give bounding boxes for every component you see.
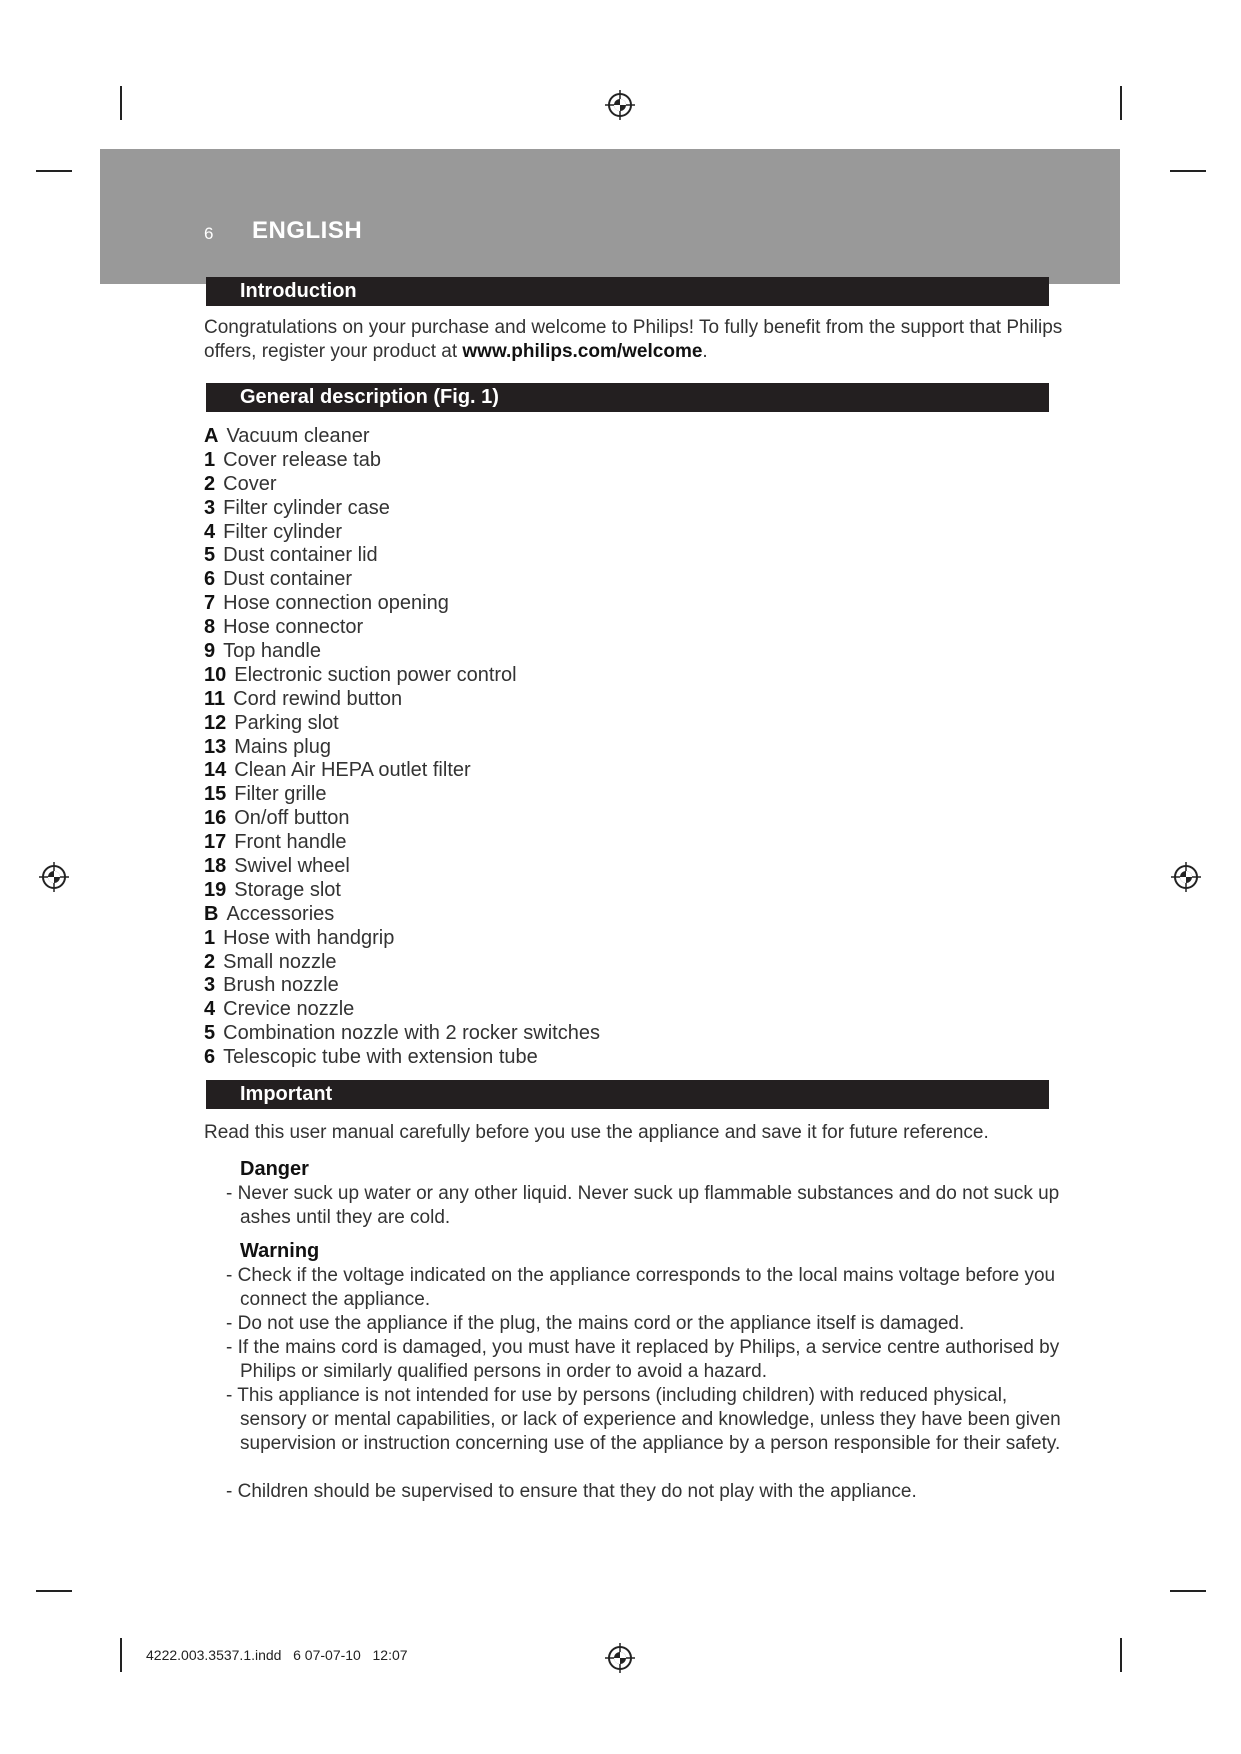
introduction-text: Congratulations on your purchase and welcome to Philips! To fully benefit from the support that Philips offers, register your product at [204, 317, 1063, 362]
important-intro: Read this user manual carefully before you use the appliance and save it for future reference. [204, 1122, 989, 1143]
item-label: Filter cylinder case [223, 496, 390, 519]
list-item [204, 592, 600, 616]
list-item [204, 712, 600, 736]
list-item [204, 974, 600, 998]
list-item [204, 425, 600, 449]
item-number: 3 [204, 496, 216, 519]
list-item [204, 998, 600, 1022]
item-number: 5 [204, 544, 216, 567]
crop-mark-bottom-right [1120, 1638, 1122, 1672]
crop-mark-bottom-left [120, 1638, 122, 1672]
section-heading-important: Important [206, 1080, 1049, 1109]
philips-welcome-url: www.philips.com/welcome [462, 341, 703, 362]
registration-mark-icon [1171, 862, 1201, 892]
registration-mark-icon [39, 862, 69, 892]
item-label: Telescopic tube with extension tube [223, 1046, 538, 1069]
warning-item: - Check if the voltage indicated on the appliance corresponds to the local mains voltage before you connect the appliance. [226, 1265, 1056, 1310]
warning-heading: Warning [240, 1240, 320, 1262]
list-item [204, 521, 600, 545]
item-number: 5 [204, 1022, 216, 1045]
item-number: 4 [204, 998, 216, 1021]
item-number: 12 [204, 711, 227, 734]
item-label: Brush nozzle [223, 974, 339, 997]
list-item [204, 449, 600, 473]
item-label: Combination nozzle with 2 rocker switches [223, 1022, 600, 1045]
item-label: Small nozzle [223, 950, 337, 973]
item-label: Parking slot [234, 711, 339, 734]
list-item [204, 951, 600, 975]
item-label: Swivel wheel [234, 855, 350, 878]
item-number: 9 [204, 640, 216, 663]
item-number: 1 [204, 926, 216, 949]
language-heading: ENGLISH [252, 217, 363, 244]
item-number: 7 [204, 592, 216, 615]
item-label: Dust container lid [223, 544, 378, 567]
list-item [204, 568, 600, 592]
item-label: Clean Air HEPA outlet filter [234, 759, 471, 782]
crop-mark-top-left [120, 86, 122, 120]
crop-mark-top-right [1120, 86, 1122, 120]
item-number: 14 [204, 759, 227, 782]
section-heading-general-description: General description (Fig. 1) [206, 383, 1049, 412]
list-item [204, 664, 600, 688]
list-item [204, 807, 600, 831]
item-number: B [204, 902, 219, 925]
list-item [204, 640, 600, 664]
crop-mark-right-bottom [1170, 1590, 1206, 1592]
introduction-paragraph [204, 316, 1064, 364]
footer-file-info: 4222.003.3537.1.indd 6 07-07-10 12:07 [146, 1647, 408, 1663]
item-number: 19 [204, 878, 227, 901]
item-label: Mains plug [234, 735, 331, 758]
item-label: Cord rewind button [233, 687, 403, 710]
item-number: 18 [204, 855, 227, 878]
parts-list [204, 425, 600, 1070]
danger-item: - Never suck up water or any other liquid. Never suck up flammable substances and do not suck up ashes until they are cold. [226, 1183, 1060, 1228]
item-label: Storage slot [234, 878, 341, 901]
registration-mark-icon [605, 90, 635, 120]
crop-mark-left-bottom [36, 1590, 72, 1592]
danger-heading: Danger [240, 1158, 309, 1180]
item-number: 16 [204, 807, 227, 830]
item-label: Cover release tab [223, 448, 381, 471]
list-item [204, 544, 600, 568]
list-item [204, 879, 600, 903]
list-item [204, 783, 600, 807]
list-item [204, 855, 600, 879]
list-item [204, 616, 600, 640]
list-item [204, 736, 600, 760]
item-label: Hose connector [223, 616, 364, 639]
warning-item: - If the mains cord is damaged, you must have it replaced by Philips, a service centre authorised by Philips or similarly qualified persons in order to avoid a hazard. [226, 1337, 1060, 1382]
item-label: Dust container [223, 568, 353, 591]
item-label: Vacuum cleaner [226, 425, 370, 447]
registration-mark-icon [605, 1643, 635, 1673]
list-item [204, 688, 600, 712]
item-number: 6 [204, 568, 216, 591]
item-number: A [204, 425, 219, 447]
item-number: 2 [204, 472, 216, 495]
section-heading-introduction: Introduction [206, 277, 1049, 306]
crop-mark-left-top [36, 170, 72, 172]
item-label: Cover [223, 472, 277, 495]
warning-item: - Children should be supervised to ensure that they do not play with the appliance. [226, 1481, 917, 1502]
item-number: 2 [204, 950, 216, 973]
item-number: 15 [204, 783, 227, 806]
item-label: Electronic suction power control [234, 663, 517, 686]
list-item [204, 759, 600, 783]
list-item [204, 1022, 600, 1046]
item-label: Crevice nozzle [223, 998, 355, 1021]
item-label: Front handle [234, 831, 347, 854]
item-label: Hose connection opening [223, 592, 449, 615]
item-label: Top handle [223, 640, 321, 663]
list-item [204, 473, 600, 497]
item-number: 6 [204, 1046, 216, 1069]
crop-mark-right-top [1170, 170, 1206, 172]
introduction-text-end: . [702, 341, 708, 362]
item-number: 4 [204, 520, 216, 543]
list-item [204, 497, 600, 521]
item-number: 13 [204, 735, 227, 758]
warning-item: - This appliance is not intended for use by persons (including children) with reduced physical, sensory or mental capabilities, or lack of experience and knowledge, unless they have been given supervision or instruction concerning use of the appliance by a person responsible for their safety. [226, 1385, 1061, 1454]
item-number: 10 [204, 663, 227, 686]
item-number: 1 [204, 448, 216, 471]
item-label: Hose with handgrip [223, 926, 395, 949]
list-item [204, 903, 600, 927]
item-number: 17 [204, 831, 227, 854]
item-label: Accessories [226, 902, 335, 925]
item-number: 8 [204, 616, 216, 639]
list-item [204, 927, 600, 951]
page-number: 6 [204, 224, 214, 243]
list-item [204, 831, 600, 855]
item-number: 3 [204, 974, 216, 997]
item-label: Filter cylinder [223, 520, 343, 543]
warning-item: - Do not use the appliance if the plug, the mains cord or the appliance itself is damaged. [226, 1313, 965, 1334]
list-item [204, 1046, 600, 1070]
item-number: 11 [204, 687, 226, 710]
item-label: Filter grille [234, 783, 327, 806]
item-label: On/off button [234, 807, 350, 830]
